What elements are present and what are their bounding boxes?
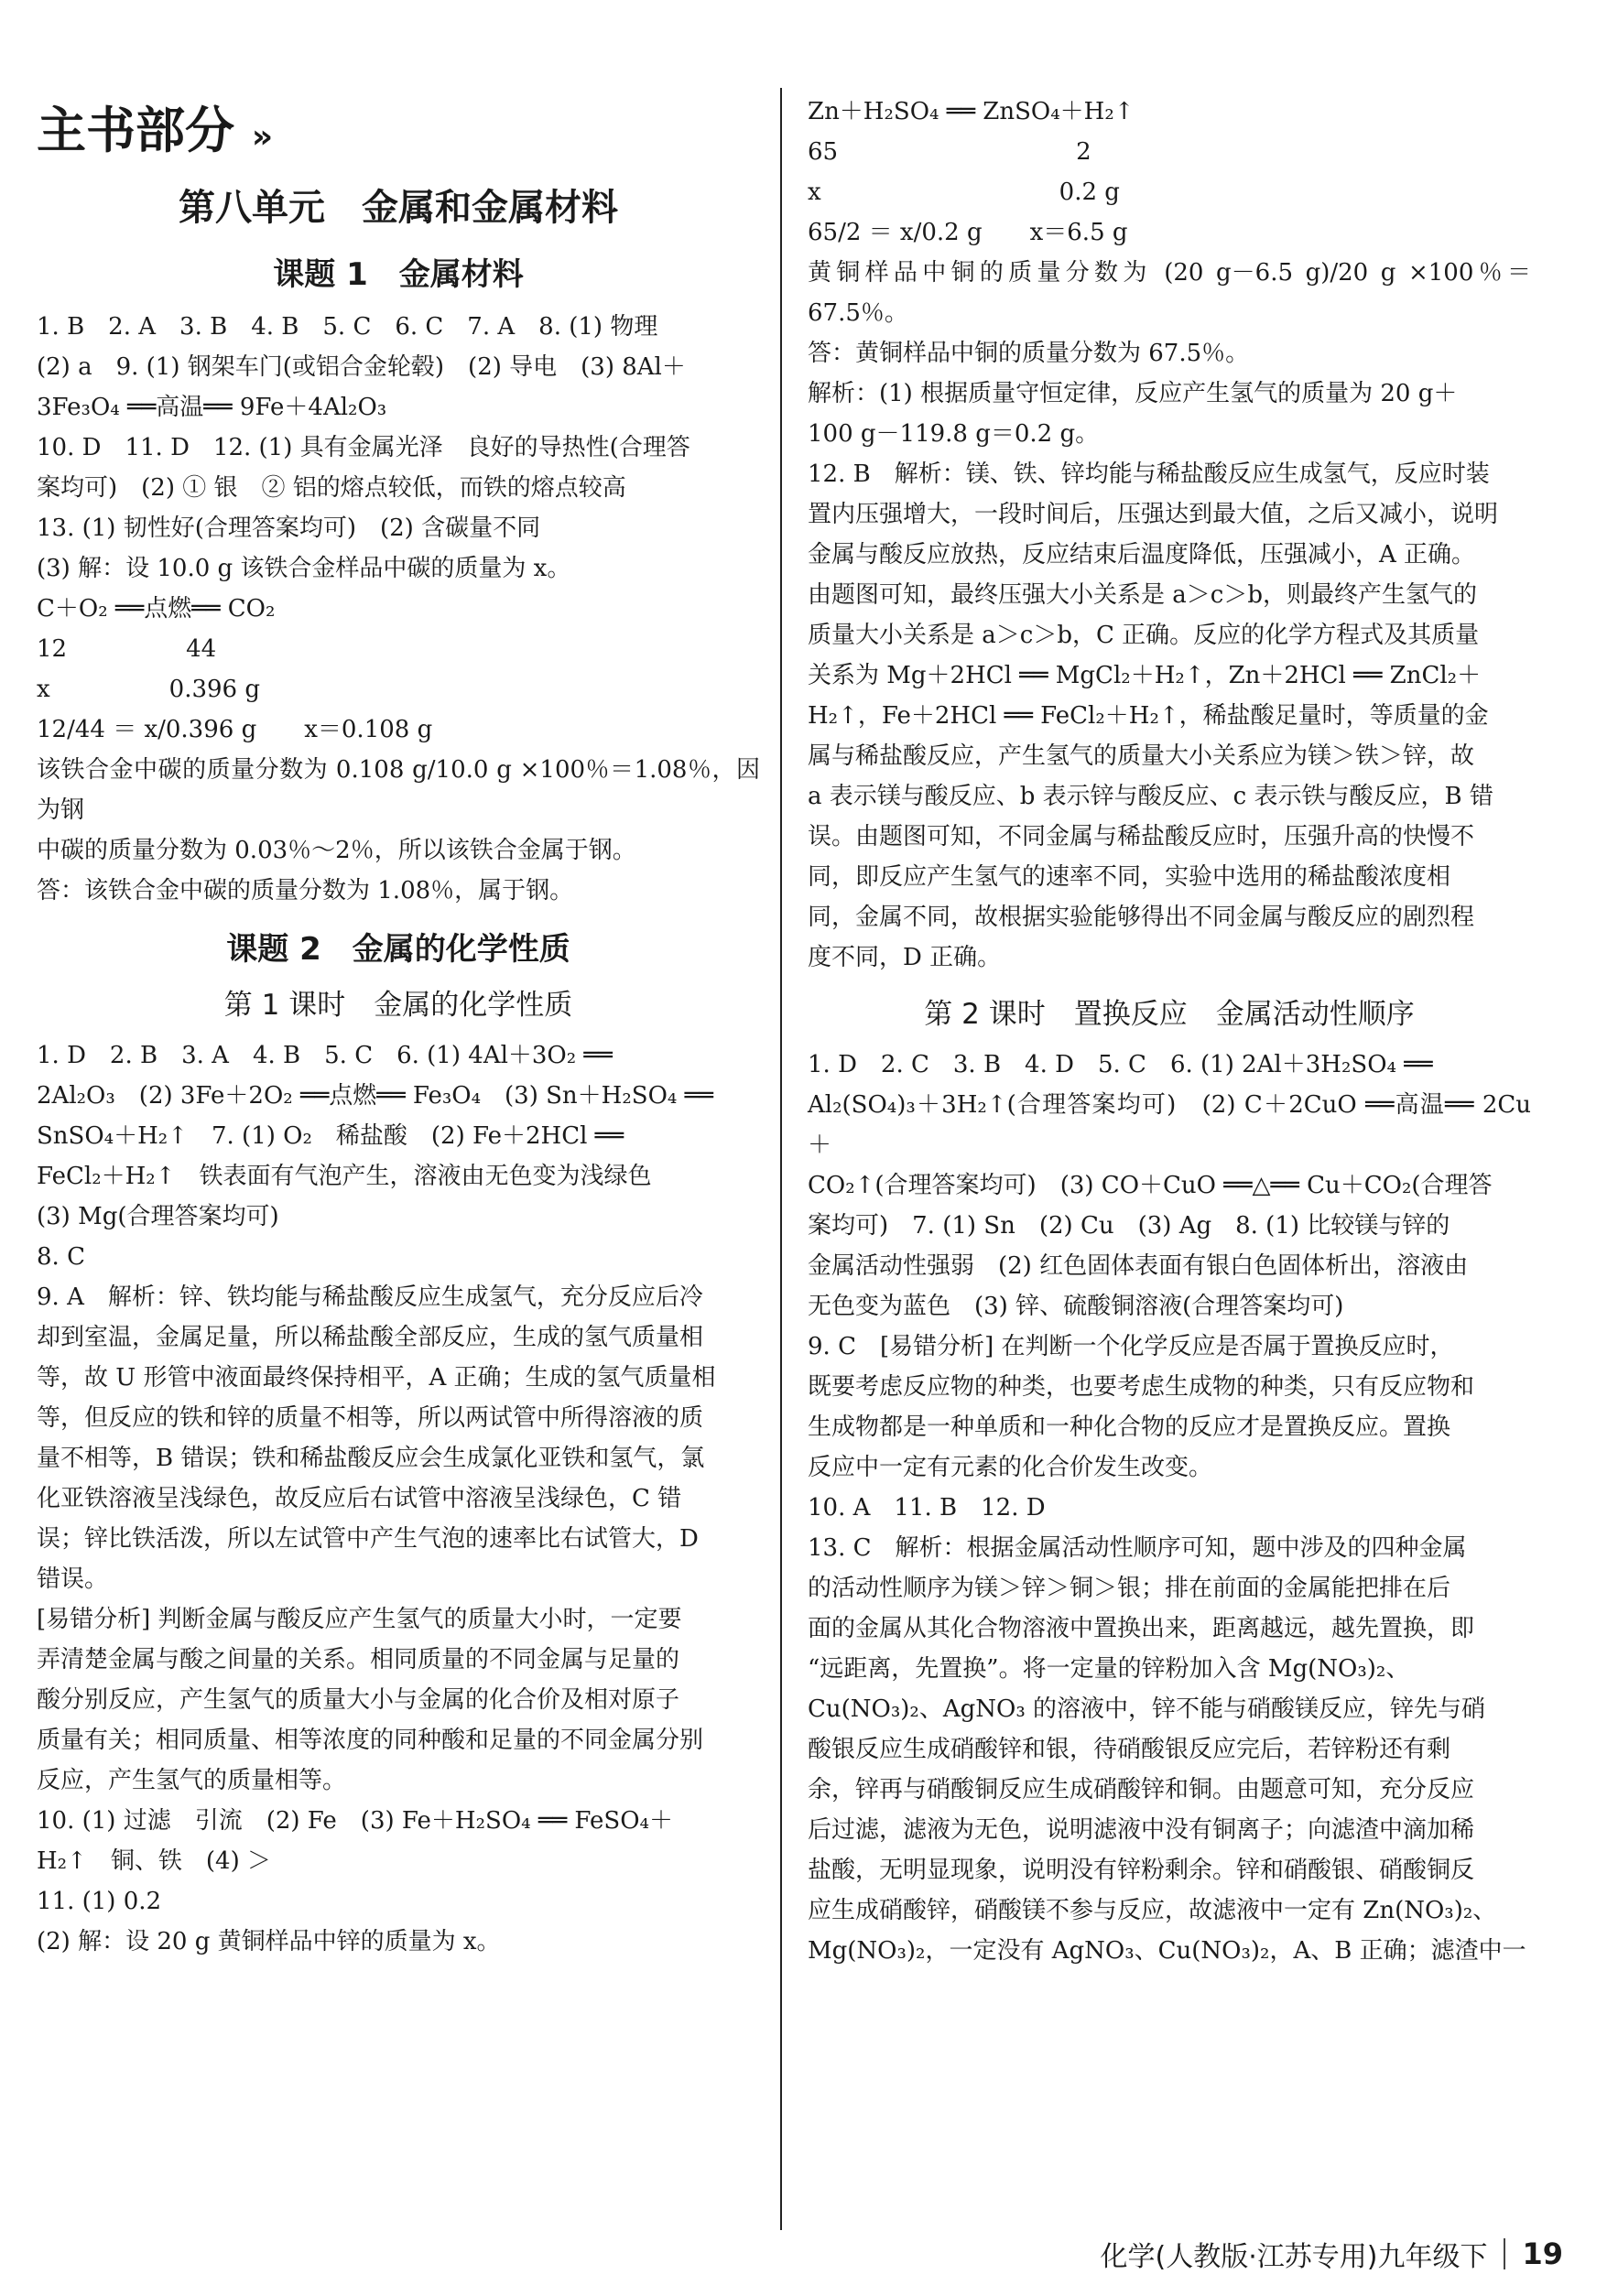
answer-line: x 0.396 g [37, 676, 261, 703]
answer-line: 由题图可知，最终压强大小关系是 a＞c＞b，则最终产生氢气的 [808, 581, 1477, 609]
answer-line: 10. (1) 过滤 引流 (2) Fe (3) Fe＋H₂SO₄ ══ FeSO₄＋ [37, 1807, 673, 1835]
lesson-title: 课题 2 金属的化学性质 [226, 931, 570, 968]
answer-line: 中碳的质量分数为 0.03％～2％，所以该铁合金属于钢。 [37, 837, 636, 864]
answer-line: (3) 解：设 10.0 g 该铁合金样品中碳的质量为 x。 [37, 555, 571, 582]
answer-line: 1. D 2. B 3. A 4. B 5. C 6. (1) 4Al＋3O₂ ══ [37, 1042, 613, 1069]
answer-line: Mg(NO₃)₂，一定没有 AgNO₃、Cu(NO₃)₂，A、B 正确；滤渣中一 [808, 1937, 1526, 1965]
answer-line: 反应中一定有元素的化合价发生改变。 [808, 1454, 1213, 1481]
answer-line: 等，故 U 形管中液面最终保持相平，A 正确；生成的氢气质量相 [37, 1364, 716, 1392]
period2-answers [808, 1045, 1531, 1971]
answer-line: 案均可) (2) ① 银 ② 铝的熔点较低，而铁的熔点较高 [37, 474, 626, 502]
answer-line: 2Al₂O₃ (2) 3Fe＋2O₂ ══点燃══ Fe₃O₄ (3) Sn＋H₂SO₄ ══ [37, 1082, 713, 1110]
answer-line: Zn＋H₂SO₄ ══ ZnSO₄＋H₂↑ [808, 98, 1135, 125]
answer-line: H₂↑，Fe＋2HCl ══ FeCl₂＋H₂↑，稀盐酸足量时，等质量的金 [808, 702, 1489, 730]
answer-line: 无色变为蓝色 (3) 锌、硫酸铜溶液(合理答案均可) [808, 1293, 1344, 1320]
answer-line: 等，但反应的铁和锌的质量不相等，所以两试管中所得溶液的质 [37, 1404, 704, 1432]
answer-line: 应生成硝酸锌，硝酸镁不参与反应，故滤液中一定有 Zn(NO₃)₂、 [808, 1897, 1497, 1924]
right-column [808, 92, 1531, 1971]
answer-line: 案均可) 7. (1) Sn (2) Cu (3) Ag 8. (1) 比较镁与锌的 [808, 1212, 1450, 1240]
answer-line: (2) 解：设 20 g 黄铜样品中锌的质量为 x。 [37, 1928, 501, 1955]
answer-line: Al₂(SO₄)₃＋3H₂↑(合理答案均可) (2) C＋2CuO ══高温══ 2Cu＋ [808, 1091, 1531, 1159]
answer-line: 13. (1) 韧性好(合理答案均可) (2) 含碳量不同 [37, 514, 541, 542]
answer-line: 答：该铁合金中碳的质量分数为 1.08％，属于钢。 [37, 877, 574, 904]
part-title: 主书部分 » [37, 102, 274, 159]
answer-line: 反应，产生氢气的质量相等。 [37, 1767, 347, 1794]
answer-line: 余，锌再与硝酸铜反应生成硝酸锌和铜。由题意可知，充分反应 [808, 1776, 1475, 1803]
answer-line: 9. C [易错分析] 在判断一个化学反应是否属于置换反应时， [808, 1333, 1454, 1360]
answer-line: 13. C 解析：根据金属活动性顺序可知，题中涉及的四种金属 [808, 1534, 1467, 1562]
period1-answers [37, 1035, 760, 1962]
answer-line: 质量大小关系是 a＞c＞b，C 正确。反应的化学方程式及其质量 [808, 622, 1480, 649]
answer-line: 100 g－119.8 g＝0.2 g。 [808, 420, 1100, 448]
lesson1-answers [37, 307, 760, 911]
answer-line: 12. B 解析：镁、铁、锌均能与稀盐酸反应生成氢气，反应时装 [808, 460, 1490, 488]
page-footer [1101, 2234, 1563, 2274]
answer-line: 关系为 Mg＋2HCl ══ MgCl₂＋H₂↑，Zn＋2HCl ══ ZnCl₂＋ [808, 662, 1482, 689]
answer-line: x 0.2 g [808, 179, 1120, 206]
answer-line: 12 44 [37, 635, 217, 663]
answer-line: 该铁合金中碳的质量分数为 0.108 g/10.0 g ×100％＝1.08％，因为钢 [37, 756, 760, 824]
answer-line: 10. D 11. D 12. (1) 具有金属光泽 良好的导热性(合理答 [37, 434, 690, 461]
answer-line: 却到室温，金属足量，所以稀盐酸全部反应，生成的氢气质量相 [37, 1324, 704, 1351]
answer-line: 黄铜样品中铜的质量分数为 (20 g－6.5 g)/20 g ×100％＝67.5％。 [808, 259, 1531, 327]
answer-line: 误；锌比铁活泼，所以左试管中产生气泡的速率比右试管大，D [37, 1525, 699, 1553]
answer-line: 弄清楚金属与酸之间量的关系。相同质量的不同金属与足量的 [37, 1646, 680, 1673]
answer-line: 错误。 [37, 1565, 109, 1593]
subject-label: 化学(人教版·江苏专用)九年级下 [1100, 2241, 1488, 2273]
answer-line: 面的金属从其化合物溶液中置换出来，距离越远，越先置换，即 [808, 1615, 1475, 1642]
answer-line: 12/44 ＝ x/0.396 g x＝0.108 g [37, 716, 433, 743]
answer-line: 1. D 2. C 3. B 4. D 5. C 6. (1) 2Al＋3H₂SO₄ ══ [808, 1051, 1433, 1078]
answer-line: [易错分析] 判断金属与酸反应产生氢气的质量大小时，一定要 [37, 1606, 682, 1633]
answer-line: 后过滤，滤液为无色，说明滤液中没有铜离子；向滤渣中滴加稀 [808, 1816, 1475, 1844]
answer-line: 8. C [37, 1243, 85, 1271]
footer-divider [1504, 2238, 1505, 2269]
answer-line: 65/2 ＝ x/0.2 g x＝6.5 g [808, 219, 1128, 246]
answer-line: H₂↑ 铜、铁 (4) ＞ [37, 1847, 271, 1875]
answer-line: 量不相等，B 错误；铁和稀盐酸反应会生成氯化亚铁和氢气，氯 [37, 1445, 705, 1472]
answer-line: 盐酸，无明显现象，说明没有锌粉剩余。锌和硝酸银、硝酸铜反 [808, 1857, 1475, 1884]
left-column [37, 92, 760, 1962]
answer-line: “远距离，先置换”。将一定量的锌粉加入含 Mg(NO₃)₂、 [808, 1655, 1410, 1683]
answer-line: 9. A 解析：锌、铁均能与稀盐酸反应生成氢气，充分反应后冷 [37, 1283, 703, 1311]
answer-line: 质量有关；相同质量、相等浓度的同种酸和足量的不同金属分别 [37, 1727, 704, 1754]
answer-line: 同，金属不同，故根据实验能够得出不同金属与酸反应的剧烈程 [808, 904, 1475, 931]
answer-line: 10. A 11. B 12. D [808, 1494, 1046, 1522]
answer-line: (2) a 9. (1) 钢架车门(或铝合金轮毂) (2) 导电 (3) 8Al＋ [37, 353, 686, 381]
answer-line: SnSO₄＋H₂↑ 7. (1) O₂ 稀盐酸 (2) Fe＋2HCl ══ [37, 1122, 624, 1150]
answer-line: FeCl₂＋H₂↑ 铁表面有气泡产生，溶液由无色变为浅绿色 [37, 1163, 652, 1190]
answer-line: 酸分别反应，产生氢气的质量大小与金属的化合价及相对原子 [37, 1686, 680, 1714]
answer-line: 解析：(1) 根据质量守恒定律，反应产生氢气的质量为 20 g＋ [808, 380, 1458, 407]
answer-line: 同，即反应产生氢气的速率不同，实验中选用的稀盐酸浓度相 [808, 863, 1451, 891]
answer-line: C＋O₂ ══点燃══ CO₂ [37, 595, 276, 623]
answer-line: 1. B 2. A 3. B 4. B 5. C 6. C 7. A 8. (1) 物理 [37, 313, 658, 341]
answer-line: 度不同，D 正确。 [808, 944, 1002, 971]
answer-line: 化亚铁溶液呈浅绿色，故反应后右试管中溶液呈浅绿色，C 错 [37, 1485, 682, 1512]
lesson-title: 课题 1 金属材料 [273, 256, 524, 293]
answer-line: a 表示镁与酸反应、b 表示锌与酸反应、c 表示铁与酸反应，B 错 [808, 783, 1493, 810]
answer-line: 3Fe₃O₄ ══高温══ 9Fe＋4Al₂O₃ [37, 394, 387, 421]
answer-line: 金属与酸反应放热，反应结束后温度降低，压强减小，A 正确。 [808, 541, 1476, 569]
answer-line: (3) Mg(合理答案均可) [37, 1203, 279, 1230]
answer-line: 65 2 [808, 138, 1091, 166]
answer-line: 的活动性顺序为镁＞锌＞铜＞银；排在前面的金属能把排在后 [808, 1575, 1451, 1602]
page-number: 19 [1522, 2236, 1563, 2271]
period-title: 第 1 课时 金属的化学性质 [223, 989, 573, 1022]
unit-title: 第八单元 金属和金属材料 [179, 187, 618, 229]
answer-line: 金属活动性强弱 (2) 红色固体表面有银白色固体析出，溶液由 [808, 1252, 1469, 1280]
answer-line: 酸银反应生成硝酸锌和银，待硝酸银反应完后，若锌粉还有剩 [808, 1736, 1451, 1763]
answer-line: 既要考虑反应物的种类，也要考虑生成物的种类，只有反应物和 [808, 1373, 1475, 1401]
answer-line: 11. (1) 0.2 [37, 1888, 162, 1915]
answer-line: 误。由题图可知，不同金属与稀盐酸反应时，压强升高的快慢不 [808, 823, 1475, 850]
answer-line: 答：黄铜样品中铜的质量分数为 67.5％。 [808, 340, 1250, 367]
chevron-double-right-icon: » [251, 118, 274, 156]
right-answers-part1 [808, 92, 1531, 978]
answer-line: CO₂↑(合理答案均可) (3) CO＋CuO ══△══ Cu＋CO₂(合理答 [808, 1172, 1493, 1199]
column-divider [780, 88, 782, 2230]
answer-line: 置内压强增大，一段时间后，压强达到最大值，之后又减小，说明 [808, 501, 1499, 528]
answer-line: 生成物都是一种单质和一种化合物的反应才是置换反应。置换 [808, 1413, 1451, 1441]
period-title: 第 2 课时 置换反应 金属活动性顺序 [924, 998, 1415, 1031]
answer-line: 属与稀盐酸反应，产生氢气的质量大小关系应为镁＞铁＞锌，故 [808, 742, 1475, 770]
answer-line: Cu(NO₃)₂、AgNO₃ 的溶液中，锌不能与硝酸镁反应，锌先与硝 [808, 1695, 1486, 1723]
